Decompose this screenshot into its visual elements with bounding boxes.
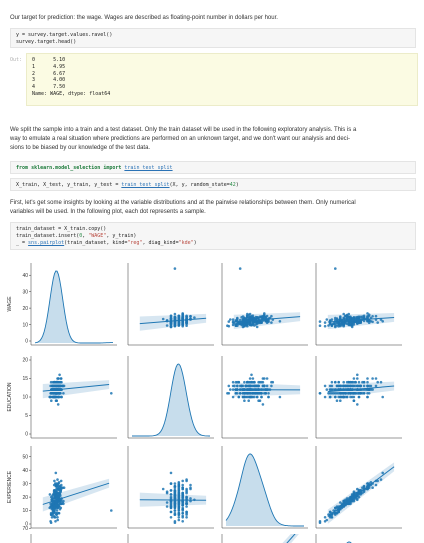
doc-link-train-test-split[interactable]: train_test_split	[124, 165, 173, 171]
scatter-point	[353, 377, 356, 380]
keyword-import: import	[103, 165, 122, 171]
scatter-point	[185, 516, 188, 519]
output-label: Out:	[10, 57, 23, 63]
output-row-index: 2	[32, 70, 45, 77]
y-tick-label: 10	[22, 394, 28, 401]
scatter-point	[356, 403, 359, 406]
scatter-panel	[319, 267, 394, 329]
scatter-panel	[226, 524, 300, 543]
scatter-point	[60, 377, 63, 380]
scatter-point	[319, 520, 322, 523]
y-tick-label: 15	[22, 376, 28, 383]
scatter-point	[243, 399, 246, 402]
code-string: "reg"	[127, 240, 143, 246]
output-footer: Name: WAGE, dtype: float64	[32, 90, 111, 97]
code-line: train_dataset = X_train.copy()	[16, 226, 107, 232]
scatter-point	[170, 516, 173, 519]
scatter-point	[174, 267, 177, 270]
scatter-point	[272, 381, 275, 384]
y-tick-label: 30	[22, 289, 28, 296]
scatter-point	[166, 490, 169, 493]
output-row	[32, 77, 412, 84]
scatter-panel	[43, 472, 113, 524]
scatter-point	[181, 512, 184, 515]
output-row-value: 5.10	[44, 57, 66, 63]
code-fragment: ,	[82, 233, 89, 239]
scatter-point	[267, 396, 270, 399]
scatter-point	[246, 381, 249, 384]
code-fragment: (train_dataset, kind=	[64, 240, 128, 246]
code-line: survey.target.head()	[16, 39, 77, 45]
scatter-point	[336, 399, 339, 402]
scatter-point	[324, 321, 327, 324]
scatter-point	[181, 492, 184, 495]
scatter-point	[358, 396, 361, 399]
scatter-point	[58, 481, 61, 484]
doc-link-train-test-split[interactable]: train_test_split	[121, 182, 170, 188]
scatter-point	[174, 486, 177, 489]
scatter-point	[181, 509, 184, 512]
scatter-panel	[140, 472, 206, 524]
scatter-point	[170, 507, 173, 510]
doc-link-pairplot[interactable]: sns.pairplot	[28, 240, 65, 246]
scatter-point	[174, 489, 177, 492]
scatter-point	[170, 472, 173, 475]
output-row	[32, 64, 412, 71]
code-line: y = survey.target.values.ravel()	[16, 32, 113, 38]
code-number: 0	[79, 233, 83, 239]
scatter-point	[263, 377, 266, 380]
scatter-point	[54, 520, 57, 523]
scatter-point	[228, 385, 231, 388]
output-row-value: 4.95	[44, 63, 66, 70]
scatter-point	[56, 519, 59, 522]
scatter-point	[349, 396, 352, 399]
scatter-point	[174, 512, 177, 515]
scatter-point	[353, 399, 356, 402]
scatter-point	[319, 320, 322, 323]
y-tick-label: 20	[22, 494, 28, 501]
scatter-point	[247, 399, 250, 402]
scatter-point	[349, 381, 352, 384]
scatter-point	[189, 486, 192, 489]
code-string: "WAGE"	[88, 233, 107, 239]
y-tick-label: 5	[25, 413, 28, 420]
code-args: (X, y, random_state=	[169, 182, 230, 188]
regression-line	[328, 467, 394, 517]
scatter-point	[279, 396, 282, 399]
y-tick-label: 70	[22, 526, 28, 533]
scatter-point	[53, 480, 56, 483]
scatter-point	[375, 377, 378, 380]
scatter-point	[55, 482, 58, 485]
output-row	[32, 84, 412, 91]
scatter-point	[60, 396, 63, 399]
code-fragment: )	[193, 240, 197, 246]
scatter-point	[229, 318, 232, 321]
scatter-point	[170, 489, 173, 492]
y-tick-label: 0	[25, 431, 28, 438]
scatter-point	[260, 381, 263, 384]
scatter-point	[174, 509, 177, 512]
y-tick-label: 40	[22, 272, 28, 279]
scatter-point	[256, 396, 259, 399]
scatter-point	[266, 377, 269, 380]
scatter-point	[326, 388, 329, 391]
regression-ci-band	[328, 382, 394, 399]
output-row-index: 3	[32, 77, 45, 84]
scatter-point	[253, 381, 256, 384]
scatter-point	[170, 511, 173, 514]
output-row	[32, 71, 412, 78]
scatter-point	[249, 377, 252, 380]
scatter-point	[260, 396, 263, 399]
scatter-panel	[140, 267, 206, 330]
scatter-point	[356, 377, 359, 380]
scatter-point	[178, 516, 181, 519]
scatter-point	[174, 482, 177, 485]
scatter-point	[178, 505, 181, 508]
regression-ci-band	[328, 462, 394, 524]
code-cell-target[interactable]	[10, 28, 416, 48]
y-tick-label: 20	[22, 305, 28, 312]
scatter-point	[326, 318, 329, 321]
y-tick-label: 0	[25, 338, 28, 345]
scatter-point	[56, 509, 59, 512]
code-string: "kde"	[178, 240, 194, 246]
y-axis-label: EXPERIENCE	[7, 470, 13, 504]
module-name: sklearn.model_selection	[31, 165, 101, 171]
scatter-point	[334, 267, 337, 270]
pairplot-paragraph-line: First, let's get some insights by looking at the variable distributions and at the pairwise relationships between them. Only numerical	[10, 200, 356, 206]
regression-ci-band	[43, 479, 109, 512]
scatter-point	[174, 520, 177, 523]
scatter-point	[337, 381, 340, 384]
kde-fill	[132, 364, 210, 436]
scatter-point	[250, 374, 253, 377]
scatter-point	[53, 381, 56, 384]
scatter-point	[181, 520, 184, 523]
scatter-point	[63, 486, 66, 489]
y-tick-label: 50	[22, 454, 28, 461]
split-paragraph	[10, 126, 412, 153]
scatter-point	[228, 392, 231, 395]
scatter-point	[170, 482, 173, 485]
scatter-point	[57, 377, 60, 380]
pairplot-paragraph	[10, 199, 412, 217]
scatter-point	[60, 484, 63, 487]
scatter-point	[324, 385, 327, 388]
scatter-point	[58, 512, 61, 515]
scatter-point	[181, 516, 184, 519]
y-tick-label: 40	[22, 467, 28, 474]
output-row-index: 0	[32, 57, 45, 63]
scatter-point	[228, 320, 231, 323]
output-row-value: 6.67	[44, 70, 66, 77]
scatter-point	[51, 516, 54, 519]
scatter-point	[54, 516, 57, 519]
scatter-point	[55, 485, 58, 488]
code-cell-pairplot[interactable]	[10, 222, 416, 250]
scatter-point	[319, 324, 322, 327]
scatter-point	[174, 313, 177, 316]
code-fragment: , diag_kind=	[142, 240, 179, 246]
scatter-panel	[319, 374, 394, 406]
scatter-point	[185, 511, 188, 514]
code-fragment: , y_train)	[106, 233, 137, 239]
scatter-point	[56, 478, 59, 481]
y-tick-label: 10	[22, 322, 28, 329]
code-cell-import[interactable]	[10, 161, 416, 174]
output-row-value: 4.00	[44, 77, 66, 84]
y-axis-label: WAGE	[7, 296, 13, 312]
regression-line	[140, 500, 206, 501]
scatter-point	[331, 381, 334, 384]
split-paragraph-line: sions to be biased by our knowledge of the test data.	[10, 145, 151, 151]
scatter-point	[339, 399, 342, 402]
scatter-point	[381, 396, 384, 399]
code-assign: X_train, X_test, y_train, y_test =	[16, 182, 122, 188]
scatter-point	[174, 507, 177, 510]
scatter-point	[249, 381, 252, 384]
split-paragraph-line: way to emulate a real situation where predictions are performed on an unknown target, and we don't want our analysis and deci-	[10, 136, 351, 142]
scatter-point	[371, 377, 374, 380]
scatter-point	[55, 472, 58, 475]
scatter-point	[324, 396, 327, 399]
scatter-panel	[43, 374, 113, 406]
scatter-panel	[319, 462, 394, 524]
code-line: train_dataset.insert(	[16, 233, 80, 239]
keyword-from: from	[16, 165, 29, 171]
scatter-point	[185, 478, 188, 481]
scatter-point	[181, 480, 184, 483]
scatter-point	[324, 516, 327, 519]
scatter-point	[53, 489, 56, 492]
scatter-point	[50, 399, 53, 402]
scatter-point	[181, 488, 184, 491]
scatter-point	[259, 399, 262, 402]
scatter-point	[174, 492, 177, 495]
scatter-point	[356, 374, 359, 377]
scatter-point	[57, 403, 60, 406]
scatter-point	[342, 381, 345, 384]
scatter-point	[178, 519, 181, 522]
scatter-point	[162, 488, 165, 491]
scatter-point	[262, 403, 265, 406]
output-row	[32, 57, 412, 64]
y-tick-label: 20	[22, 357, 28, 364]
output-cell-target-head	[26, 53, 418, 106]
code-fragment: _ =	[16, 240, 29, 246]
code-cell-split[interactable]	[10, 178, 416, 191]
scatter-point	[181, 484, 184, 487]
code-close: )	[235, 182, 239, 188]
regression-ci-band	[140, 314, 206, 331]
y-tick-label: 30	[22, 481, 28, 488]
pairplot-paragraph-line: variables will be used. In the following plot, each dot represents a sample.	[10, 209, 206, 215]
scatter-panel	[226, 374, 300, 406]
scatter-point	[189, 484, 192, 487]
scatter-point	[55, 399, 58, 402]
scatter-point	[185, 489, 188, 492]
scatter-point	[334, 381, 337, 384]
y-axis-label: EDUCATION	[7, 382, 13, 412]
scatter-point	[110, 392, 113, 395]
scatter-point	[178, 485, 181, 488]
scatter-point	[253, 396, 256, 399]
scatter-point	[185, 505, 188, 508]
scatter-point	[58, 374, 61, 377]
scatter-point	[110, 509, 113, 512]
scatter-point	[178, 492, 181, 495]
scatter-point	[59, 488, 62, 491]
scatter-point	[239, 267, 242, 270]
split-paragraph-line: We split the sample into a train and a test dataset. Only the train dataset will be used in the following exploratory analysis. This is a	[10, 127, 357, 133]
pairplot-figure	[0, 263, 424, 543]
scatter-point	[228, 325, 231, 328]
y-tick-label: 0	[25, 521, 28, 528]
code-number: 42	[229, 182, 236, 188]
scatter-point	[178, 512, 181, 515]
scatter-point	[366, 377, 369, 380]
scatter-point	[178, 489, 181, 492]
scatter-panel	[226, 267, 300, 329]
kde-fill	[35, 271, 113, 343]
scatter-point	[49, 520, 52, 523]
scatter-point	[324, 520, 327, 523]
scatter-point	[252, 377, 255, 380]
scatter-point	[324, 325, 327, 328]
output-row-index: 4	[32, 84, 45, 91]
scatter-point	[53, 511, 56, 514]
scatter-point	[319, 392, 322, 395]
y-tick-label: 10	[22, 508, 28, 515]
output-row-value: 7.50	[44, 84, 66, 91]
scatter-point	[366, 396, 369, 399]
output-row-index: 1	[32, 63, 45, 70]
scatter-point	[229, 388, 232, 391]
intro-paragraph: Our target for prediction: the wage. Wages are described as floating-point number in dollars per hour.	[10, 15, 278, 21]
